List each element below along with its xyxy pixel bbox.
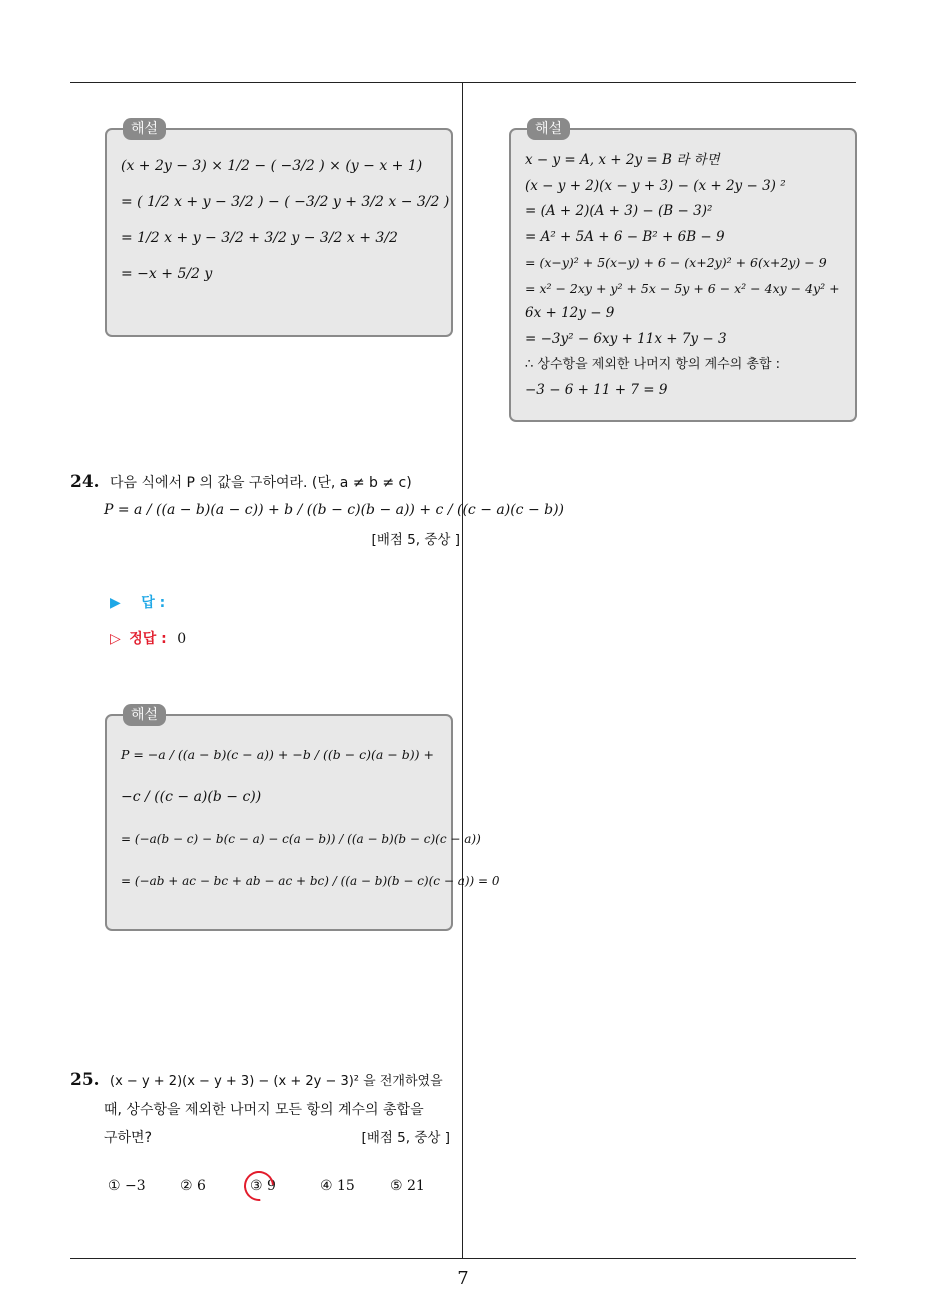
solution-box-24 — [105, 707, 500, 931]
solution-line: = 1/2 x + y − 3/2 + 3/2 y − 3/2 x + 3/2 — [121, 230, 398, 246]
solution-line: x − y = A, x + 2y = B 라 하면 — [525, 152, 720, 168]
solution-tag: 해설 — [123, 704, 166, 726]
question-number: 25. — [70, 1070, 100, 1090]
question-text: (x − y + 2)(x − y + 3) − (x + 2y − 3)² 을 전개하였을 — [110, 1074, 443, 1089]
correct-answer-row — [110, 628, 186, 648]
solution-line: = (−ab + ac − bc + ab − ac + bc) / ((a − b)(b − c)(c − a)) = 0 — [121, 874, 500, 888]
solution-tag: 해설 — [527, 118, 570, 140]
choice-2[interactable]: ② 6 — [180, 1178, 206, 1194]
solution-tag: 해설 — [123, 118, 166, 140]
choice-4[interactable]: ④ 15 — [320, 1178, 355, 1194]
solution-line: = ( 1/2 x + y − 3/2 ) − ( −3/2 y + 3/2 x − 3/2 ) — [121, 194, 450, 210]
answer-mark-circle-icon — [238, 1165, 280, 1207]
score-label: [배점 5, 중상 ] — [361, 1130, 450, 1146]
solution-line: −c / ((c − a)(b − c)) — [121, 789, 262, 805]
page-number: 7 — [457, 1268, 469, 1289]
top-rule — [70, 82, 856, 83]
solution-line: (x + 2y − 3) × 1/2 − ( −3/2 ) × (y − x + 1) — [121, 158, 423, 174]
play-arrow-icon: ▶ — [110, 595, 121, 611]
choice-1[interactable]: ① −3 — [108, 1178, 146, 1194]
question-24 — [70, 472, 565, 548]
solution-line: = (−a(b − c) − b(c − a) − c(a − b)) / ((a − b)(b − c)(c − a)) — [121, 832, 481, 846]
question-number: 24. — [70, 472, 100, 492]
question-formula: P = a / ((a − b)(a − c)) + b / ((b − c)(b − a)) + c / ((c − a)(c − b)) — [104, 502, 565, 518]
correct-answer-value: 0 — [177, 631, 187, 647]
question-text: 구하면? — [104, 1130, 153, 1146]
solution-line: = A² + 5A + 6 − B² + 6B − 9 — [525, 228, 725, 245]
solution-line: (x − y + 2)(x − y + 3) − (x + 2y − 3) ² — [525, 177, 786, 194]
solution-line: −3 − 6 + 11 + 7 = 9 — [525, 381, 668, 398]
solution-line: = −3y² − 6xy + 11x + 7y − 3 — [525, 330, 727, 347]
solution-line: = (x−y)² + 5(x−y) + 6 − (x+2y)² + 6(x+2y) − 9 — [525, 255, 827, 270]
question-text: 때, 상수항을 제외한 나머지 모든 항의 계수의 총합을 — [104, 1102, 424, 1118]
choice-5[interactable]: ⑤ 21 — [390, 1178, 425, 1194]
answer-label: 답 : — [141, 595, 166, 611]
solution-box-25 — [509, 121, 857, 422]
bottom-rule — [70, 1258, 856, 1259]
solution-box-1 — [105, 121, 453, 337]
choice-3[interactable]: ③ 9 — [250, 1178, 276, 1194]
solution-line: = (A + 2)(A + 3) − (B − 3)² — [525, 203, 713, 219]
solution-line: P = −a / ((a − b)(c − a)) + −b / ((b − c)(a − b)) + — [121, 747, 434, 762]
question-25 — [70, 1066, 460, 1152]
solution-line: = x² − 2xy + y² + 5x − 5y + 6 − x² − 4xy − 4y² + — [525, 280, 840, 296]
solution-line: = −x + 5/2 y — [121, 266, 213, 282]
outline-arrow-icon: ▷ — [110, 631, 121, 647]
answer-choices — [108, 1178, 468, 1202]
correct-answer-label: 정답 : — [129, 631, 167, 647]
solution-line: 6x + 12y − 9 — [525, 305, 615, 321]
score-label: [배점 5, 중상 ] — [371, 532, 460, 548]
answer-row — [110, 592, 165, 612]
column-divider — [462, 83, 463, 1258]
question-text: 다음 식에서 P 의 값을 구하여라. (단, a ≠ b ≠ c) — [110, 475, 412, 491]
solution-line: ∴ 상수항을 제외한 나머지 항의 계수의 총합 : — [525, 357, 781, 372]
